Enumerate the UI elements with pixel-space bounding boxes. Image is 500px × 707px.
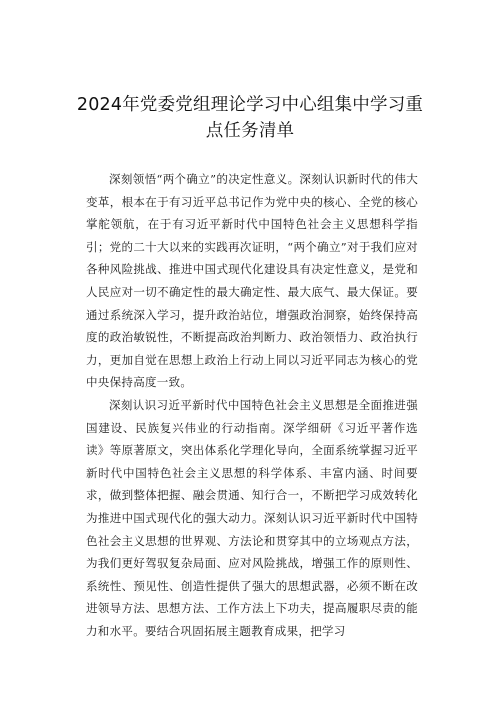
paragraph-1: 深刻领悟“两个确立”的决定性意义。深刻认识新时代的伟大变革，根本在于有习近平总书记作为党中央的核心、全党的核心掌舵领航，在于有习近平新时代中国特色社会主义思想科学指引；党的二十大以来的实践再次证明，“两个确立”对于我们应对各种风险挑战、推进中国式现代化建设具有决定性意义，是党和人民应对一切不确定性的最大确定性、最大底气、最大保证。要通过系统深入学习，提升政治站位，增强政治洞察，始终保持高度的政治敏锐性，不断提高政治判断力、政治领悟力、政治执行力，更加自觉在思想上政治上行动上同以习近平同志为核心的党中央保持高度一致。 (86, 172, 418, 390)
paragraph-2: 深刻认识习近平新时代中国特色社会主义思想是全面推进强国建设、民族复兴伟业的行动指南。深学细研《习近平著作选读》等原著原文，突出体系化学理化导向，全面系统掌握习近平新时代中国特色社会主义思想的科学体系、丰富内涵、时间要求，做到整体把握、融会贯通、知行合一，不断把学习成效转化为推进中国式现代化的强大动力。深刻认识习近平新时代中国特色社会主义思想的世界观、方法论和贯穿其中的立场观点方法，为我们更好驾驭复杂局面、应对风险挑战，增强工作的原则性、系统性、预见性、创造性提供了强大的思想武器，必须不断在改进领导方法、思想方法、工作方法上下功夫，提高履职尽责的能力和水平。要结合巩固拓展主题教育成果，把学习 (86, 397, 418, 638)
title-line-1: 2024年党委党组理论学习中心组集中学习重 (76, 95, 424, 115)
title-line-2: 点任务清单 (205, 121, 295, 141)
document-body (86, 168, 418, 642)
document-title (70, 92, 430, 144)
